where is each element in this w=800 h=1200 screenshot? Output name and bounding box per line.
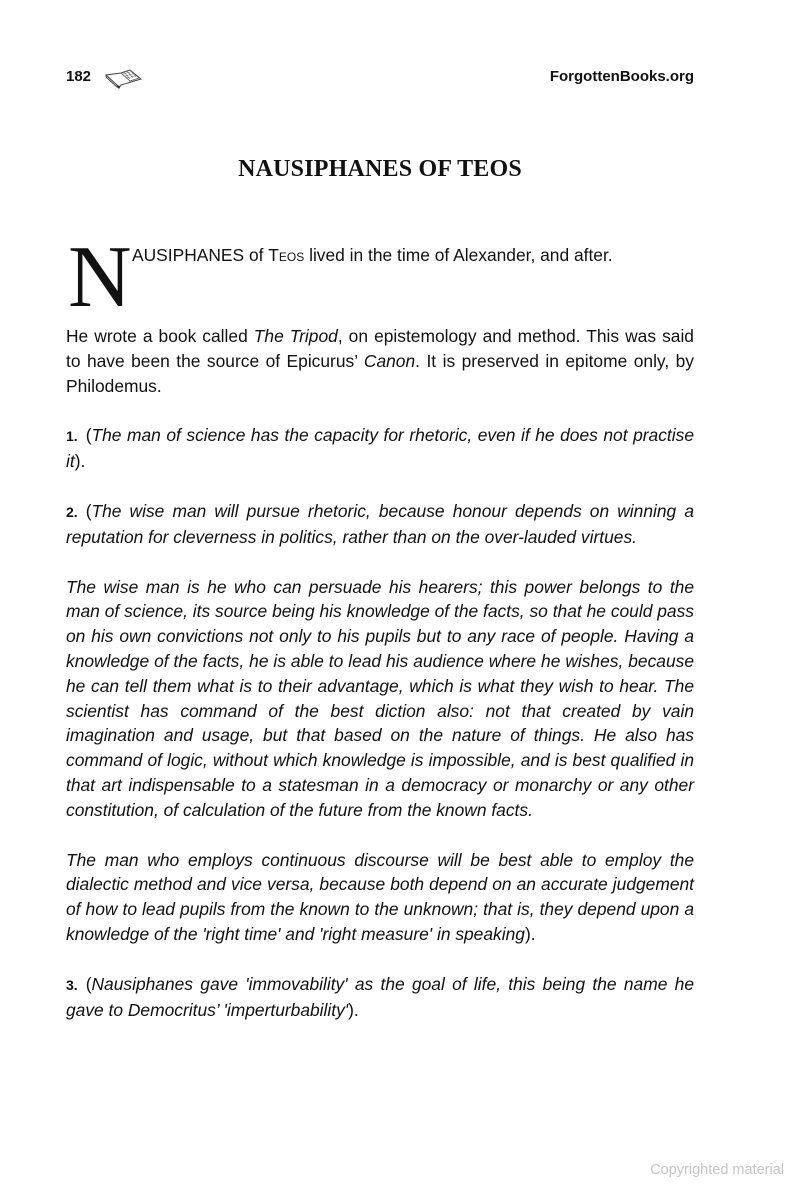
fragment-2 (66, 499, 694, 550)
drop-cap: N (68, 229, 132, 326)
open-paren: ( (85, 500, 92, 521)
first-line-rest: lived in the time of Alexander, and after. (304, 245, 613, 265)
fragment-text: The wise man will pursue rhetoric, because honour depends on winning a reputation for cleverness in politics, rather than on the over-lauded virtues. (66, 500, 694, 547)
book-title-tripod: The Tripod (253, 326, 338, 346)
fragment-2-continuation-1: The wise man is he who can persuade his hearers; this power belongs to the man of science, its source being his knowledge of the facts, so that he could pass on his own convictions not only to his pupils but to any race of people. Having a knowledge of the facts, he is able to lead his audience where he wishes, because he can tell them what is to their advantage, which is what they wish to hear. The scientist has command of the best diction also: not that created by vain imagination and usage, but that based on the nature of things. He also has command of logic, without which knowledge is impossible, and is best qualified in that art indispensable to a statesman in a democracy or monarchy or any other constitution, of calculation of the future from the known facts. (66, 576, 694, 820)
open-book-icon (103, 65, 143, 89)
intro-text-c: . It is preserved in epitome only, by Philodemus. (66, 350, 694, 396)
intro-text-a: He wrote a book called (66, 326, 254, 346)
fragment-1 (66, 423, 694, 474)
close-paren: ). (348, 999, 359, 1020)
fragment-number: 2. (66, 503, 78, 520)
chapter-body (66, 229, 694, 1047)
intro-text-b: , on epistemology and method. This was said to have been the source of Epicurus’ (66, 326, 694, 371)
intro-paragraph (66, 324, 694, 398)
first-line-caps: AUSIPHANES (132, 245, 245, 265)
fragment-text: Nausiphanes gave 'immovability' as the goal of life, this being the name he gave to Democritus’ 'imperturbability' (66, 973, 694, 1020)
fragment-3 (66, 972, 694, 1023)
page-number: 182 (66, 68, 92, 85)
chapter-title: NAUSIPHANES OF TEOS (238, 156, 522, 182)
open-paren: ( (85, 425, 92, 446)
copyright-watermark: Copyrighted material (650, 1162, 784, 1178)
close-paren: ). (74, 451, 86, 472)
open-paren: ( (85, 973, 92, 994)
fragment-number: 1. (66, 428, 78, 445)
fragment-text: The man who employs continuous discourse will be best able to employ the dialectic method and vice versa, because both depend on an accurate judgement of how to lead pupils from the known to the unknown; that is, they depend upon a knowledge of the 'right time' and 'right measure' in speaking (66, 849, 694, 944)
close-paren: ). (524, 923, 536, 944)
site-name: ForgottenBooks.org (549, 68, 694, 85)
fragment-text: The man of science has the capacity for rhetoric, even if he does not practise it (66, 425, 694, 472)
fragment-number: 3. (66, 976, 78, 993)
opening-line (66, 229, 694, 326)
fragment-2-continuation-2 (66, 848, 694, 947)
first-line (132, 243, 613, 268)
first-line-of: of (244, 245, 269, 265)
first-line-teos: Teos (268, 245, 305, 265)
page-header (66, 66, 694, 90)
book-title-canon: Canon (363, 350, 416, 371)
